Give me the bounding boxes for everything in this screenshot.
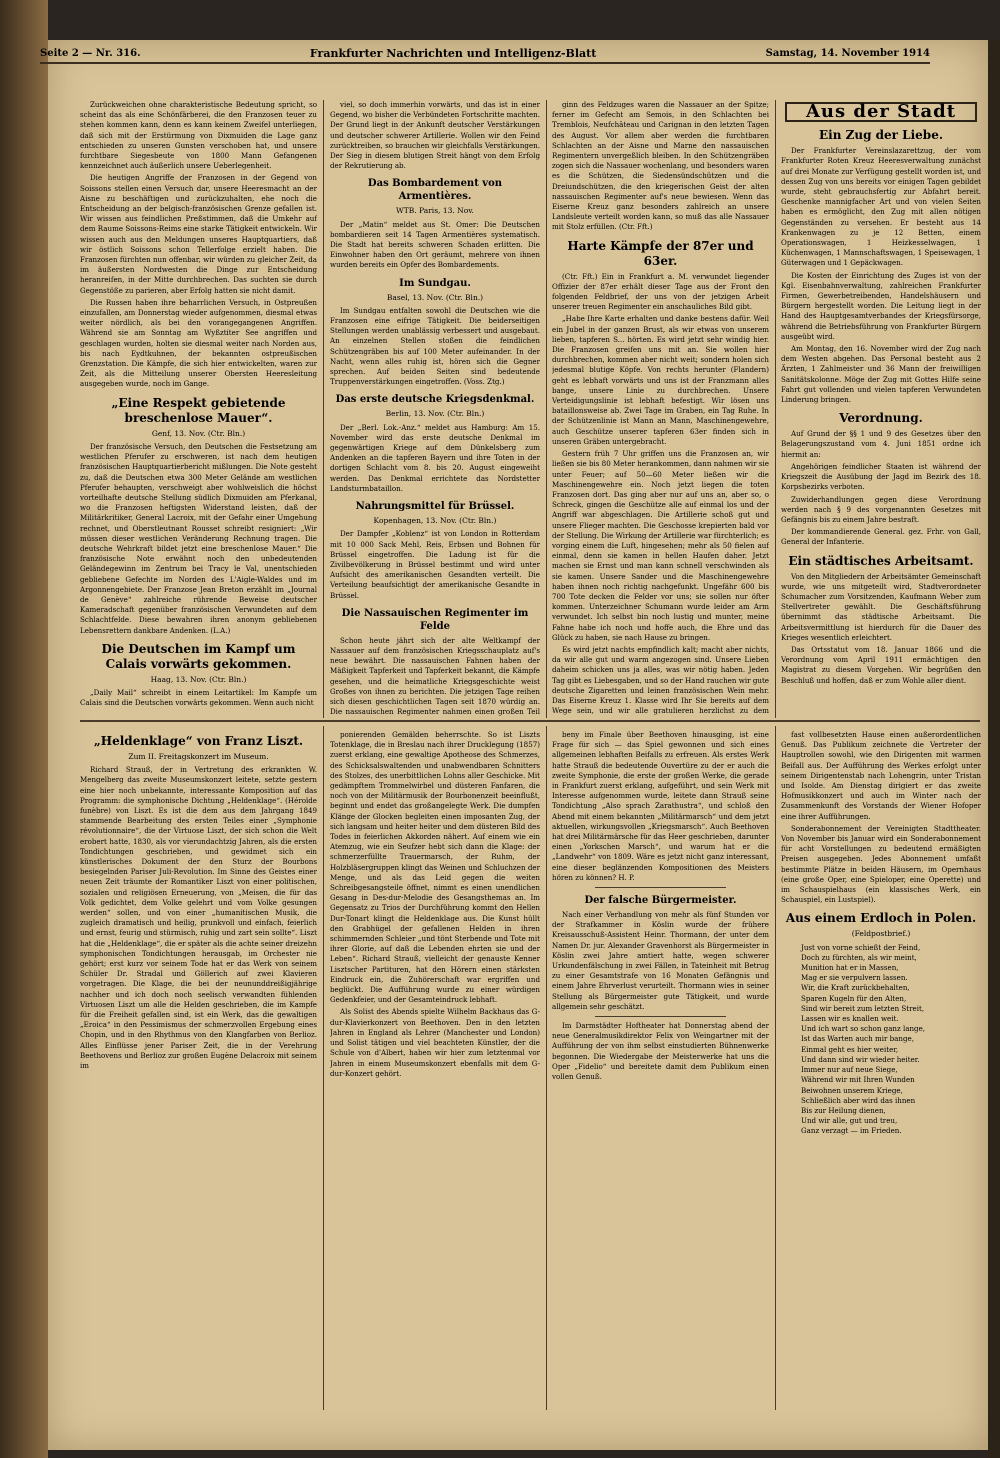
dateline: Berlin, 13. Nov. (Ctr. Bln.) <box>385 409 485 419</box>
headline-sundgau: Im Sundgau. <box>399 277 471 289</box>
column-2 <box>330 100 540 716</box>
article-paragraph: Als Solist des Abends spielte Wilhelm Backhaus das G-dur-Klavierkonzert von Beethoven. Den in den letzten Jahren in England als Lehrer (Manchester und London) und Solist tätigen und viel beachteten Künstler, der die Schule von d'Albert, haben wir hier zum letztenmal vor Jahren in einem Museumskonzert ebenfalls mit dem G-dur-Konzert gehört. <box>330 1007 540 1078</box>
headline-kriegsdenkmal: Das erste deutsche Kriegsdenkmal. <box>335 394 535 406</box>
headline-calais: Die Deutschen im Kampf um Calais vorwärts gekommen. <box>101 641 296 671</box>
page-header <box>40 44 930 64</box>
headline-heldenklage: „Heldenklage“ von Franz Liszt. <box>93 734 304 748</box>
poem-line: Mag er sie verpulvern lassen. <box>801 973 908 983</box>
headline-verordnung: Verordnung. <box>839 411 923 426</box>
column-rule <box>323 726 324 1410</box>
header-right: Samstag, 14. November 1914 <box>765 47 930 59</box>
article-paragraph: Von den Mitgliedern der Arbeitsämter Gemeinschaft wurde, wie uns mitgeteilt wird, Stadtverordneter Schumacher zum Vorsitzenden, Kaufmann Weber zum Stellvertreter gewählt. Die Geschäftsführung übernimmt das städtische Arbeitsamt. Die Arbeitsvermittlung ist hierdurch für die Dauer des Krieges wesentlich erleichtert. <box>781 571 981 642</box>
headline-bruessel: Nahrungsmittel für Brüssel. <box>355 501 515 513</box>
column-3 <box>552 100 769 716</box>
page-edge <box>988 40 1000 1458</box>
article-paragraph: Schon heute jährt sich der alte Weltkampf der Nassauer auf dem französischen Kriegsschauplatz auf's neue bewährt. Die nassauischen Fahnen haben der Mäßigkeit Tapferkeit und Tapferkeit bekannt, die Kämpfe gesehen, und die heimatliche Kriegsgeschichte weist Großes von ihnen zu berichten. Die jetzigen Tage reihen sich diesen geschichtlichen Tagen seit 1870 würdig an. Die nassauischen Regimenter nahmen einen großen Teil <box>330 635 540 716</box>
poem-line: Und wir alle, gut und treu, <box>801 1116 898 1126</box>
article-paragraph: Der Dampfer „Koblenz“ ist von London in Rotterdam mit 10 000 Sack Mehl, Reis, Erbsen und Bohnen für Brüssel eingetroffen. Die Ladung ist für die Zivilbevölkerung in Brüssel bestimmt und wird unter Aufsicht des amerikanischen Gesandten verteilt. Die Verteilung beaufsichtigt der amerikanische Gesandte in Brüssel. <box>330 529 540 600</box>
article-paragraph: Die heutigen Angriffe der Franzosen in der Gegend von Soissons stellen einen Versuch dar, unsere Heeresmacht an der Aisne zu beschäftigen und zurückzuhalten, ehe noch die Entscheidung an der belgisch-französischen Grenze gefallen ist. Wir wissen aus feindlichen Preßstimmen, daß die Umkehr auf dem Raume Soissons-Reims eine starke Tätigkeit entwickeln. Wir wissen auch aus den Meldungen unseres Hauptquartiers, daß wir östlich Soissons schon Tellerfolge erzielt haben. Die Franzosen fürchten nun offenbar, wir würden zu gleicher Zeit, da im äußersten Nordwesten die Dinge zur Entscheidung heranreifen, in der Mitte durchbrechen. Das suchten sie durch Gegenstöße zu parieren, aber Erfolg hatten sie nicht damit. <box>80 173 317 295</box>
article-paragraph: Der kommandierende General. gez. Frhr. von Gall, General der Infanterie. <box>781 527 981 547</box>
article-paragraph: (Ctr. Fft.) Ein in Frankfurt a. M. verwundet liegender Offizier der 87er erhält dieser Tage aus der Front den folgenden Feldbrief, der uns von der jetzigen Arbeit unserer treuen Regimenter ein anschauliches Bild gibt. <box>552 271 769 312</box>
poem-line: Immer nur auf neue Siege, <box>801 1065 898 1075</box>
short-rule <box>595 887 725 888</box>
article-paragraph: beny im Finale über Beethoven hinausging, ist eine Frage für sich — das Spiel gewonnen und sich eines allgemeinen lebhaften Beifalls zu erfreuen. Als erstes Werk hatte Strauß die bedeutende Ouvertüre zu der er auch die zweite Symphonie, die erste der großen Werke, die gerade in Frankfurt zuerst erklang, aufgeführt, und sein Werk mit Interesse aufgenommen wurde, leitete dann Strauß seine Tondichtung „Also sprach Zarathustra“, und schloß den Abend mit einem bekannten „Militärmarsch“ und dem jetzt aktuellen, wirkungsvollen „Kriegsmarsch“. Auch Beethoven hat drei Militärmärsche für das Heer geschrieben, darunter einen „Yorkschen Marsch“, und warum hat er die „Landwehr“ von 1809. Wäre es jetzt nicht ganz interessant, eine dieser beglänzenden Kompositionen des Meisters hören zu können? H. P. <box>552 730 769 882</box>
article-paragraph: fast vollbesetzten Hause einen außerordentlichen Genuß. Das Publikum zeichnete die Vertreter der Hauptrollen sowohl, wie den Dirigenten mit warmen Beifall aus. Der Aufführung des Werkes erfolgt unter seinem Dirigentenstab nach Lohengrin, unter Tristan und Isolde. Am Dienstag dirigiert er das zweite Hofmusikkonzert und auch im Winter nach der Zusammenkunft des Vorstands der Wiener Hofoper eine ihrer Aufführungen. <box>781 730 981 821</box>
dateline: Kopenhagen, 13. Nov. (Ctr. Bln.) <box>373 516 497 526</box>
column-rule <box>775 726 776 1410</box>
article-paragraph: Im Sundgau entfalten sowohl die Deutschen wie die Franzosen eine eifrige Tätigkeit. Die beiderseitigen Stellungen werden unablässig verbessert und ausgebaut. An einzelnen Stellen stoßen die feindlichen Schützengräben bis auf 100 Meter aufeinander. In der Nacht, wenn alles ruhig ist, hören sich die Gegner sprechen. Auf beiden Seiten sind bedeutende Truppenverstärkungen eingetroffen. (Voss. Ztg.) <box>330 305 540 387</box>
bottom-column-3 <box>552 730 769 1408</box>
poem <box>781 943 981 1137</box>
poem-line: Doch zu fürchten, als wir meint, <box>801 952 917 962</box>
column-rule <box>546 100 547 718</box>
bottom-column-1 <box>80 728 317 1408</box>
headline-zug-der-liebe: Ein Zug der Liebe. <box>818 128 944 143</box>
article-paragraph: Der „Matin“ meldet aus St. Omer: Die Deutschen bombardieren seit 14 Tagen Armentières systematisch. Die Stadt hat bereits schweren Schaden erlitten. Die Einwohner haben den Ort geräumt, mehrere von ihnen wurden bereits ein Opfer des Bombardements. <box>330 219 540 270</box>
poem-line: Während wir mit Ihren Wunden <box>801 1075 915 1085</box>
poem-line: Just von vorne schießt der Feind, <box>801 942 921 952</box>
article-paragraph: „Habe Ihre Karte erhalten und danke bestens dafür. Weil ein Jubel in der ganzen Brust, als wir etwas von unserem lieben, tapferen S... hörten. Es wird jetzt sehr windig hier. Die Franzosen greifen uns mit an. Sie wollen hier durchbrechen, kommen aber nicht weit; sondern holen sich jedesmal blutige Köpfe. Von rechts herunter (Flandern) geht es lebhaft vorwärts und uns ist der Franzmann alles bange, unsere Linie zu durchbrechen. Unsere Verteidigungslinie ist lebhaft befestigt. Wir lösen uns bataillonsweise ab. Zwei Tage im Graben, ein Tag Ruhe. In der Schützenlinie ist Mann an Mann, Maschinengewehre, auch Geschütze unserer tapferen 63er finden sich in unseren Gräben untergebracht. <box>552 314 769 446</box>
article-paragraph: Der französische Versuch, den Deutschen die Festsetzung am westlichen Pferufer zu erschweren, ist nach dem heutigen französischen Hauptquartierbericht mißlungen. Die Note gesteht zu, daß die Deutschen etwa 300 Meter Gelände am westlichen Pferufer behaupten, verschweigt aber wohlweislich die höchst vorteilhafte deutsche Stellung südlich Dixmuiden am Pferkanal, wo die Franzosen heftigsten Widerstand leisten, daß der Militärkritiker, General Lacroix, mit der Gefahr einer Umgehung rechnet, und Oberstleutnant Rousset schreibt resigniert: „Wir müssen dieser westlichen Veränderung Rechnung tragen. Die deutsche Wehrkraft bildet jetzt eine breschenlose Mauer.“ Die französische Note erwähnt noch den unbedeutenden Geländegewinn im Zentrum bei Tracy le Val, unentschieden gebliebene Gefechte im Norden des L'Aigle-Waldes und im Argonnengebiete. Der Franzose Jean Breton erzählt im „Journal de Genève“ zahlreiche rührende Beweise deutscher Kameradschaft gegenüber französischen Verwundeten auf dem Schlachtfelde. Diese bewahren ihren anonym gebliebenen Lebensrettern dankbare Andenken. (L.A.) <box>80 441 317 635</box>
article-paragraph: Das Ortsstatut vom 18. Januar 1866 und die Verordnung vom April 1911 ermächtigen den Magistrat zu diesem Vorgehen. Wir begrüßen den Beschluß und hoffen, daß er zum Wohle aller dient. <box>781 644 981 685</box>
article-paragraph: Sonderabonnement der Vereinigten Stadttheater. Von November bis Januar wird ein Sonderabonnement für acht Vorstellungen zu bedeutend ermäßigten Preisen ausgegeben. Jedes Abonnement umfaßt bestimmte Plätze in beiden Häusern, im Opernhaus (eine große Oper, eine Spieloper, eine Operette) und im Schauspielhaus (ein klassisches Werk, ein Schauspiel, ein Lustspiel). <box>781 823 981 905</box>
bottom-column-2 <box>330 730 540 1408</box>
poem-line: Beiwohnen unserem Kriege, <box>801 1085 903 1095</box>
poem-line: Munition hat er in Massen, <box>801 963 899 973</box>
headline-arbeitsamt: Ein städtisches Arbeitsamt. <box>788 553 974 568</box>
article-paragraph: Zurückweichen ohne charakteristische Bedeutung spricht, so scheint das als eine Schönfärberei, die den Franzosen teuer zu stehen kommen kann, denn es kann keinem Zweifel unterliegen, daß sich mit der Erstürmung von Dixmuiden die Lage ganz entschieden zu unseren Gunsten verschoben hat, und unsere furchtbare Siegesbeute von 1800 Mann Gefangenen kennzeichnet auch äußerlich unsere Ueberlegenheit. <box>80 100 317 171</box>
headline-falsche-buergermeister: Der falsche Bürgermeister. <box>584 895 737 907</box>
article-paragraph: Richard Strauß, der in Vertretung des erkrankten W. Mengelberg das zweite Museumskonzert leitete, setzte gestern eine hier noch unbekannte, interessante Komposition auf das Programm: die symphonische Dichtung „Heldenklage“. (Héroïde funèbre) von Liszt. Es ist die dem aus dem Jahrgang 1849 stammende Bearbeitung des ersten Teiles einer „Symphonie révolutionnaire“, die der Virtuose Liszt, der sich schon die Welt erobert hatte, 1830, als vor vierundachtzig Jahren, als die ersten Tondichtungen geschrieben, und gewidmet sich ein künstlerisches Dokument der den Sturz der Bourbons besiegelnden Pariser Juli-Revolution. Im Sinne des Geistes einer neuen Zeit träumte der Romantiker Liszt von einer politischen, sozialen und religiösen Erneuerung, von „Meisen, die für das Volk gedichtet, dem Volke gelehrt und vom Volke gesungen werden“ sollen, und von einer „humanitischen Musik, die zugleich dramatisch und heilig, prunkvoll und einfach, feierlich und ernst, feurig und stürmisch, ruhig und zart sein sollte“. Liszt hat die „Heldenklage“, die er später als die achte seiner dreizehn symphonischen Tondichtungen herausgab, im Orchester nie gehört; erst kurz vor seinem Tode hat er das Werk von seinem Schüler Dr. Stradal und Göllerich auf zwei Klavieren vorgetragen. Die Klage, die bei der neununddreißigjährige nachher und ich doch noch seelisch verwandten fühlenden Virtuosen Liszt um alle die Helden geschrieben, die im Kampfe für die Freiheit gefallen sind, ist ein Werk, das die gewaltigen „Eroica“ in den Pessimismus der schmerzvollen Ergebung eines Chopin, und in den Rhythmus von den Klangfarben von Berlioz. Alles Einflüsse jener Pariser Zeit, die in der Verehrung Beethovens und Berlioz zur großen Eugène Delacroix mit seinem im <box>80 765 317 1071</box>
article-paragraph: viel, so doch immerhin vorwärts, und das ist in einer Gegend, wo bisher die Verbündeten Fortschritte machten. Der Grund liegt in der Ankunft deutscher Verstärkungen und deutscher schwerer Artillerie. Wollen wir den Feind zurücktreiben, so brauchen wir gleichfalls Verstärkungen. Der Sieg in diesem blutigen Streit hängt von dem Erfolg der Rekrutierung ab. <box>330 100 540 171</box>
poem-line: Bis zur Heilung dienen, <box>801 1105 886 1115</box>
section-box-aus-der-stadt: Aus der Stadt <box>785 102 977 122</box>
poem-line: Ist das Warten auch mir bange, <box>801 1034 914 1044</box>
article-paragraph: Der Frankfurter Vereinslazarettzug, der vom Frankfurter Roten Kreuz Heeresverwaltung zunächst auf drei Monate zur Verfügung gestellt worden ist, und dessen Zug von uns bereits vor einigen Tagen gebildet wurde, steht gebrauchsfertig zur Abfahrt bereit. Geschenke mannigfacher Art und von vielen Seiten haben es ermöglicht, den Zug mit allen nötigen Gegenständen zu versehen. Er besteht aus 14 Krankenwagen zu je 12 Betten, einem Operationswagen, 1 Heizkesselwagen, 1 Küchenwagen, 1 Mannschaftswagen, 1 Speisewagen, 1 Güterwagen und 1 Gepäckwagen. <box>781 146 981 268</box>
article-paragraph: Gestern früh 7 Uhr griffen uns die Franzosen an, wir ließen sie bis 80 Meter herankommen, dann nahmen wir sie unter Feuer; auf 50—60 Meter ließen wir die Maschinengewehre ein. Noch jetzt liegen die toten Franzosen dort. Das ging aber nur auf uns an, aber so, o Schreck, gingen die Geschütze alle auf einmal los und der Angriff war abgeschlagen. Die Artillerie schoß gut und unsere Flieger machten. Die Geschosse krepierten bald vor der Stellung. Die Wirkung der Artillerie war fürchterlich; es vorging einem die Luft, hingesehen; mehr als 50 fielen auf einmal, denn sie kamen in hellen Haufen daher. Jetzt machen sie Ernst und man kann schnell verschwinden als sie kamen. Unsere Sander und die Maschinengewehre haben ihnen noch richtig nachgefunkt. Ungefähr 600 bis 700 Tote decken die Felder vor uns; sie sollen nur öfter kommen. Unterzeichner Schumann wurde leider am Arm verwundet. Ich selbst bin noch lustig und munter, meine Fahne habe ich noch und hoffe auch, die Ehre und das Glück zu haben, sie nach Hause zu bringen. <box>552 449 769 642</box>
article-paragraph: ginn des Feldzuges waren die Nassauer an der Spitze; ferner im Gefecht am Semois, in den Schlachten bei Tremblois, Neufchâteau und Carignan in den letzten Tagen des August. Vor allem aber werden die furchtbaren Schlachten an der Aisne und Marne den nassauischen Regimentern unvergeßlich bleiben. In den Schützengräben zogen sich die Nassauer wochenlang, und besonders waren es die Schützen, die Siedensündschützen und die Dreiundschützen, die den kriegerischen Geist der alten nassauischen Regimenter auf's neue bewiesen. Wenn das Eiserne Kreuz ganz besonders zahlreich an unsere Landsleute verteilt worden kann, so muß das alle Nassauer mit Stolz erfüllen. (Ctr. Fft.) <box>552 100 769 232</box>
dateline: Basel, 13. Nov. (Ctr. Bln.) <box>386 292 484 302</box>
headline-mauer: „Eine Respekt gebietende breschenlose Mauer“. <box>111 395 286 425</box>
poem-line: Schließlich aber wird das ihnen <box>801 1095 916 1105</box>
headline-harte-kaempfe: Harte Kämpfe der 87er und 63er. <box>567 238 754 268</box>
article-paragraph: Auf Grund der §§ 1 und 9 des Gesetzes über den Belagerungszustand vom 4. Juni 1851 ordne ich hiermit an: <box>781 429 981 459</box>
article-paragraph: Angehörigen feindlicher Staaten ist während der Kriegszeit die Ausübung der Jagd im Bezirk des 18. Korpsbezirks verboten. <box>781 461 981 492</box>
poem-line: Sparen Kugeln für den Alten, <box>801 993 907 1003</box>
poem-line: Lassen wir es knallen weit. <box>801 1014 899 1024</box>
short-rule <box>595 1016 725 1017</box>
subheading: Zum II. Freitagskonzert im Museum. <box>128 752 269 761</box>
column-rule <box>323 100 324 718</box>
article-paragraph: ponierenden Gemälden beherrschte. So ist Liszts Totenklage, die in Breslau nach ihrer Drucklegung (1857) zuerst erklang, eine gewaltige Apotheose des Schmerzes, des Schicksalswaltenden und unabwendbaren Schnitters des Stolzes, des unerbittlichen Lohns aller Geschicke. Mit gedämpftem Trommelwirbel und düsteren Fanfaren, die noch von der Militärmusik der Bourbonenzeit beeinflußt, beginnt und endet das großangelegte Werk. Die dumpfen Klänge der Glocken begleiten einen imposanten Zug, der sich langsam und heiter heiter und dem düsteren Bild des Todes in feierlichen Akkorden nähert. Auf einem wie ein Atemzug, wie ein Seufzer hebt sich dann die Klage: der schmerzerfüllte Trauermarsch, der Ruhm, der Holzbläsergruppen klingt das Weinen und Schluchzen der Menge, und als das Leid gegen die weiten Schreibgesangsteile öffnet, nimmt es einen unendlichen Gesang in Des-dur-Melodie des Gesangsthemas an. Im Gegensatz zu Trios der Durchführung kommt den Hellen Dur-Tonart klingt die Heldenklage aus. Die Kunst hüllt den Grabhügel der gefallenen Helden in ihren schimmernden Schleier „und tönt Sterbende und Tote mit ihrer Glorie, auf daß die Lebenden ehrten sie und der Leben“. Richard Strauß, vielleicht der genauste Kenner Lisztscher Partituren, hat den Hörern einen stärksten Eindruck ein, die Zuhörerschaft war ergriffen und beglückt. Die Aufführung wurde zu einer würdigen Gedenkfeier, und der Gesamteindruck lebhaft. <box>330 730 540 1005</box>
article-paragraph: Am Montag, den 16. November wird der Zug nach dem Westen abgehen. Das Personal besteht aus 2 Ärzten, 1 Zahlmeister und 36 Mann der freiwilligen Sanitätskolonne. Möge der Zug mit Gottes Hilfe seine Fahrt gut vollenden und vielen tapferen Verwundeten Linderung bringen. <box>781 344 981 405</box>
article-paragraph: Die Kosten der Einrichtung des Zuges ist von der Kgl. Eisenbahnverwaltung, zahlreichen Frankfurter Firmen, Gewerbetreibenden, Handelshäusern und Bürgern hergestellt worden. Die Leitung liegt in der Hand des Hauptgesamtverbandes der Kriegsfürsorge, während die Betriebsführung von Frankfurter Bürgern ausgeübt wird. <box>781 270 981 341</box>
subheading: (Feldpostbrief.) <box>851 929 911 939</box>
column-rule <box>546 726 547 1410</box>
poem-line: Einmal geht es hier weiter, <box>801 1044 899 1054</box>
dateline: Haag, 13. Nov. (Ctr. Bln.) <box>150 674 247 684</box>
article-paragraph: Es wird jetzt nachts empfindlich kalt; macht aber nichts, da wir alle gut und warm angezogen sind. Unsere Lieben daheim schicken uns ja alles, was wir nötig haben. Jeden Tag gibt es Liebesgaben, und so der Hand rauchen wir gute deutsche Zigaretten und leinen französischen Wein mehr. Das Eiserne Kreuz 1. Klasse wird Ihr Sie bereits auf dem Wege sein, und wir alle gratulieren herzlichst zu dem <box>552 644 769 716</box>
header-center: Frankfurter Nachrichten und Intelligenz-Blatt <box>309 46 597 60</box>
dateline: Genf, 13. Nov. (Ctr. Bln.) <box>151 428 246 438</box>
poem-line: Sind wir bereit zum letzten Streit, <box>801 1003 925 1013</box>
article-paragraph: Zuwiderhandlungen gegen diese Verordnung werden nach § 9 des vorgenannten Gesetzes mit Gefängnis bis zu einem Jahre bestraft. <box>781 494 981 524</box>
book-spine <box>0 0 48 1458</box>
poem-line: Und dann sind wir wieder heiter. <box>801 1054 920 1064</box>
headline-erdloch-polen: Aus einem Erdloch in Polen. <box>785 911 977 926</box>
column-rule <box>775 100 776 718</box>
column-1 <box>80 100 317 716</box>
dateline: WTB. Paris, 13. Nov. <box>396 206 474 216</box>
article-paragraph: Im Darmstädter Hoftheater hat Donnerstag abend der neue Generalmusikdirektor Felix von Weingartner mit der Aufführung der von ihm selbst einstudierten Bühnenwerke begonnen. Die Wiedergabe der Meisterwerke hat uns die Oper „Fidelio“ und bereitete damit dem Publikum einen vollen Genuß. <box>552 1021 769 1082</box>
headline-nassauische-regimenter: Die Nassauischen Regimenter im Felde <box>341 607 529 632</box>
article-paragraph: „Daily Mail“ schreibt in einem Leitartikel: Im Kampfe um Calais sind die Deutschen vorwärts gekommen. Wenn auch nicht <box>80 687 317 708</box>
article-paragraph: Der „Berl. Lok.-Anz.“ meldet aus Hamburg: Am 15. November wird das erste deutsche Denkmal im gegenwärtigen Kriege auf dem Dünkelsberg zum Andenken an die tapferen Bayern und ihre Toten in der dortigen Schlacht vom 8. bis 20. August eingeweiht werden. Das Denkmal errichtete das Nordstetter Landsturmbataillon. <box>330 422 540 493</box>
section-rule <box>80 720 980 722</box>
poem-line: Und ich wart so schon ganz lange, <box>801 1024 926 1034</box>
poem-line: Ganz verzagt — im Frieden. <box>801 1126 902 1136</box>
header-left: Seite 2 — Nr. 316. <box>40 47 141 59</box>
article-paragraph: Nach einer Verhandlung von mehr als fünf Stunden vor der Strafkammer in Köslin wurde der frühere Kreisausschuß-Assistent Heinr. Thormann, der unter dem Namen Dr. jur. Alexander Gravenhorst als Bürgermeister in Köslin zwei Jahre amtiert hatte, wegen schwerer Urkundenfälschung in zwei Fällen, in Tateinheit mit Betrug zu einer Gesamtstrafe von 16 Monaten Gefängnis und einem Jahre Ehrverlust verurteilt. Thormann wies in seiner Stellung als Bürgermeister gute Tätigkeit, und wurde allgemein sehr geschätzt. <box>552 910 769 1011</box>
headline-armentieres: Das Bombardement von Armentières. <box>367 178 503 203</box>
poem-line: Wir, die Kraft zurückbehalten, <box>801 983 910 993</box>
bottom-column-4 <box>781 730 981 1408</box>
article-paragraph: Die Russen haben ihre beharrlichen Versuch, in Ostpreußen einzufallen, am Donnerstag wieder aufgenommen, diesmal etwas weiter nördlich, als bei den vorangegangenen Angriffen. Während sie am Sonntag am Wyßztiter See angriffen und geschlagen wurden, holten sie diesmal weiter nach Norden aus, bis nach Eydtkuhnen, der bekannten ostpreußischen Grenzstation. Die Kämpfe, die sich hier entwickelten, waren zur Zeit, als die Mitteilung unserer Obersten Heeresleitung ausgegeben wurde, noch im Gange. <box>80 297 317 389</box>
column-4 <box>781 100 981 716</box>
